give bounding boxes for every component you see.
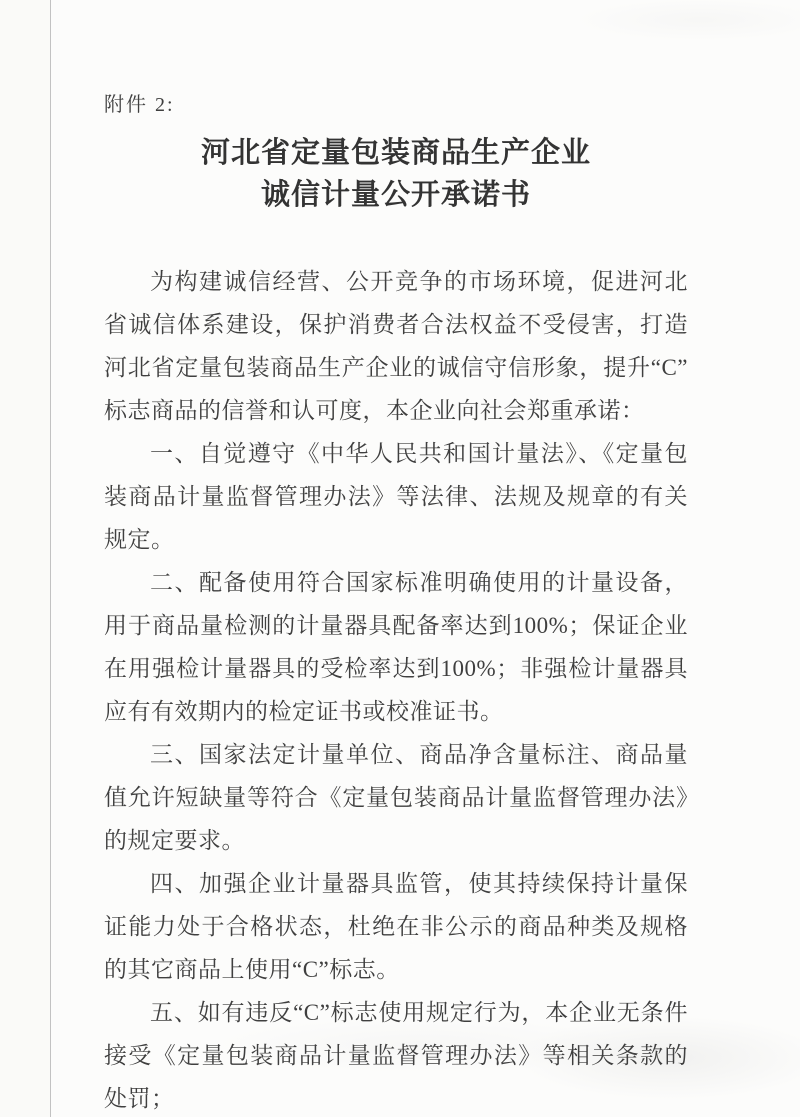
paragraph-item-3: 三、国家法定计量单位、商品净含量标注、商品量值允许短缺量等符合《定量包装商品计量监督管理办法》的规定要求。 xyxy=(104,742,688,853)
paragraph-item-5: 五、如有违反“C”标志使用规定行为，本企业无条件接受《定量包装商品计量监督管理办法》等相关条款的处罚； xyxy=(104,1000,688,1111)
paragraph-item-2: 二、配备使用符合国家标准明确使用的计量设备，用于商品量检测的计量器具配备率达到100%；保证企业在用强检计量器具的受检率达到100%；非强检计量器具应有有效期内的检定证书或校准证书。 xyxy=(104,570,688,724)
document-content xyxy=(104,92,688,1117)
paragraph-item-4: 四、加强企业计量器具监管，使其持续保持计量保证能力处于合格状态，杜绝在非公示的商品种类及规格的其它商品上使用“C”标志。 xyxy=(104,871,688,982)
document-body xyxy=(104,260,688,1117)
document-title-line1: 河北省定量包装商品生产企业 xyxy=(200,137,591,169)
scan-left-margin xyxy=(0,0,50,1117)
paragraph-intro: 为构建诚信经营、公开竞争的市场环境，促进河北省诚信体系建设，保护消费者合法权益不受侵害，打造河北省定量包装商品生产企业的诚信守信形象，提升“C”标志商品的信誉和认可度，本企业向社会郑重承诺： xyxy=(104,269,688,423)
document-title xyxy=(104,132,688,216)
paragraph-item-1: 一、自觉遵守《中华人民共和国计量法》、《定量包装商品计量监督管理办法》等法律、法规及规章的有关规定。 xyxy=(104,441,688,552)
attachment-label: 附件 2: xyxy=(104,94,175,116)
page-edge-line xyxy=(50,0,51,1117)
document-title-line2: 诚信计量公开承诺书 xyxy=(260,179,531,211)
